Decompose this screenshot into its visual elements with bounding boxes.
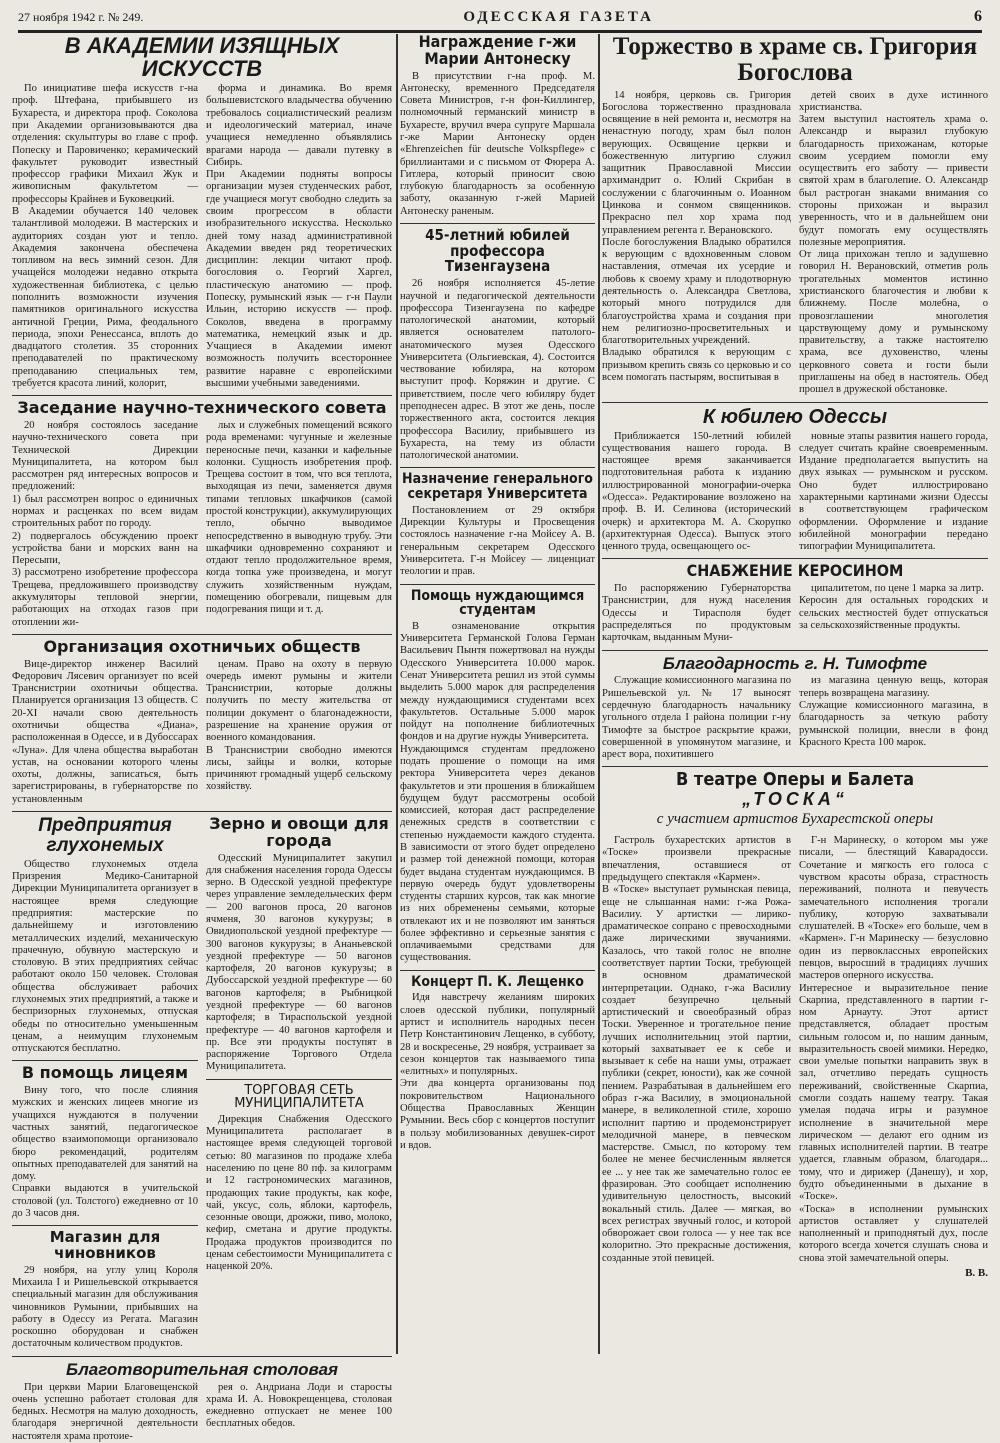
article-text: По инициативе шефа искусств г-на проф. Штефана, прибывшего из Бухареста, и директора проф. Соколова при Академии организовываются два отделения: скульптуры во главе с проф. Попеску и Паровиченко; керамический факультет руководит известный профессор графики Михаил Жук и живописным факультетом — профессоры Крайнев и Буковецкий. В Академии обучается 140 человек талантливой молодежи. В мастерских и аудиториях создан уют и тепло. Академия закончена обеспечена топливом на весь зимний сезон. Для учащейся молодежи недавно открыта художественная библиотека, с целью пополнить возможности изучения памятников оригинального искусства античной Греции, Рима, феодального периода, эпохи Ренессанса, вплоть до двадцатого столетия. 35 сторонних преподавателей по практическому преподаванию специальных тем, требуется красота линий, колорит, <box>12 83 198 389</box>
divider <box>400 467 595 468</box>
article-text: Гастроль бухарестских артистов в «Тоске» произвели прекрасные впечатления, оставшиеся от предыдущего спектакля «Кармен». В «Тоске» выступает румынская певица, еще не слышанная нами: г-жа Рожа-Василиу. У артистки — лирико-драматическое сопрано с превосходными даже лирическими звучаниями. Казалось, что такой голос не вполне соответствует партии Тоски, требующей в основном драматической интерпретации. Однако, г-жа Василиу создает безупречно цельный артистический и своеобразный образ Тоски. Уверенное и трогательное пение лучших исполнительниц этой партии, который захватывает ее к себе и вызывает к себе на наши умы, отражает публики (секрет, юности), как же сочной пением. Разрабатывая в дальнейшем его образ г-жа Василиу, в эмоциональной манере, в великолепной стиле, хорошо исполнит партию и продемонстрирует мелодичной манере, в певческом мастерстве. Смысл, по которому тем более не менее бесчисленным является ее ... у нее так же замечательно голос ее фразирован. Это сообщает исполнению удивительную целостность, высокий вокальный стиль. Далее — мягкая, во всех регистрах звучный голос, и которой обворожает свои голоса — у нее так все колоритно. Это прекрасные достижения, созданные этой певицей. <box>602 835 791 1264</box>
column-divider <box>598 34 600 1354</box>
article-subtitle: с участием артистов Бухарестской оперы <box>656 811 934 828</box>
article-text: Приближается 150-летний юбилей существования нашего города. В настоящее время заканчивается подготовительная работа к изданию иллюстрированной монографии-очерка «Одесса». Редактирование возложено на проф. В. И. Селинова (исторический очерк) и архитектора М. А. Скорупко (архитектурная Одесса). Выпуск этого ценного труда, освещающего ос- <box>602 430 791 553</box>
article-text: Вину того, что после слияния мужских и женских лицеев многие из учащихся нуждаются в получении частных занятий, педагогическое общество взаимопомощи организовало бюро рекомендаций, родителям опытных преподавателей для занятий на дому. Справки выдаются в учительской столовой (ул. Толстого) ежедневно от 10 до 3 часов дня. <box>12 1085 198 1219</box>
article-title: Магазин для чиновников <box>49 1228 161 1262</box>
article-grain <box>206 813 392 1074</box>
divider <box>400 223 595 224</box>
divider <box>12 634 392 635</box>
divider <box>400 584 595 585</box>
issue-date: 27 ноября 1942 г. № 249. <box>18 9 144 24</box>
divider <box>12 395 392 396</box>
article-title: В АКАДЕМИИ ИЗЯЩНЫХ ИСКУССТВ <box>64 34 340 82</box>
article-title: СНАБЖЕНИЕ КЕРОСИНОМ <box>686 561 904 581</box>
article-title: Заседание научно-технического совета <box>17 398 387 418</box>
column-divider <box>396 34 398 1354</box>
divider <box>12 1225 198 1226</box>
article-text: Идя навстречу желаниям широких слоев одесской публики, популярный артист и исполнитель народных песен Петр Константинович Лещенко, в субботу, 28 и воскресенье, 29 ноября, устраивает за сезон концертов так называемого типа «eлитных» и популярных. Эти два концерта организованы под покровительством Национального Общества Православных Женщин Румынии. Весь сбор с концертов поступит в пользу мобилизованных девушек-сирот и вдов. <box>400 992 595 1151</box>
article-title: Благотворительная столовая <box>65 1359 339 1379</box>
article-title: ТОРГОВАЯ СЕТЬ МУНИЦИПАЛИТЕТА <box>234 1082 364 1112</box>
article-text: Служащие комиссионного магазина по Ришельевской ул. № 17 выносят сердечную благодарность начальнику угольного отдела I района полиции г-ну Тимофте за быстрое раскрытие кражи, совершенной в упомянутом магазине, и арест вора, похитившего <box>602 675 791 761</box>
article-text: ценам. Право на охоту в первую очередь имеют румыны и жители Транснистрии, которые должны получить по месту жительства от полиции документ о благонадежности, разрешение на хранение оружия от военного командования. В Транснистрии свободно имеются лисы, зайцы и волки, которые причиняют громадный ущерб сельскому хозяйству. <box>206 658 392 793</box>
article-lyceums <box>12 1065 198 1220</box>
article-text: рея о. Андриана Лоди и старосты храма И. А. Новокрещенцева, столовая ежедневно отпускает не менее 100 бесплатных обедов. <box>206 1381 392 1430</box>
article-text: Одесский Муниципалитет закупил для снабжения населения города Одессы зерно. В Одесской уездной префектуре через управление земледельческих ферм — 200 вагонов проса, 20 вагонов ячменя, 30 вагонов кукурузы; в Овидиопольской уездной префектуре — 300 вагонов кукурузы; в Ананьевской уездной префектуре — 50 вагонов картофеля, 20 вагонов кукурузы; в Дубоссарской уездной префектуре — 60 вагонов картофеля; в Рыбницкой уездной префектуре — 60 вагонов картофеля; в Тираспольской уездной префектуре — 40 вагонов картофеля и пр. Все эти продукты поступят в распоряжение Торгового Отдела Муниципалитета. <box>206 852 392 1073</box>
article-title: Помощь нуждающимся студентам <box>410 587 585 619</box>
article-trade <box>206 1084 392 1274</box>
article-deafmute <box>12 816 198 1055</box>
article-odessa-jubilee <box>602 407 988 554</box>
article-title: Организация охотничьих обществ <box>43 636 361 656</box>
article-text: 29 ноября, на углу улиц Короля Михаила I и Ришельевской открывается специальный магазин для обслуживания чиновников Румынии, прибывших на работу в Одессу из Регата. Магазин роскошно оборудован и снабжен достаточным количеством продуктов. <box>12 1264 198 1350</box>
divider <box>602 650 988 651</box>
column-left <box>12 34 392 1443</box>
article-title: Благодарность г. Н. Тимофте <box>662 653 928 673</box>
masthead <box>18 4 982 33</box>
article-academy <box>12 34 392 390</box>
article-text: детей своих в духе истинного христианства. Затем выступил настоятель храма о. Александр и выразил глубокую благодарность прихожанам, которые своим усердием помогли ему осуществить его заботу — привести святой храм в благолепие. О. Александр был растроган знаками внимания со стороны прихожан и выразил уверенность, что и в дальнейшем они будут помогать ему осуществлять полезные мероприятия. От лица прихожан тепло и задушевно говорил Н. Верановский, отметив роль трогательных моментов истинно христианского благочестия и любви к ближнему. После молебна, о провозглашении многолетия царствующему дому и румынскому правительству, а также настоятелю храма, все духовенство, члены церковного совета и гости были приглашены на обед в настоятель. Обед прошел в дружеской обстановке. <box>799 89 988 396</box>
article-title: Концерт П. К. Лещенко <box>411 973 584 990</box>
article-text: При церкви Марии Благовещенской очень успешно работает столовая для бедных. Несмотря на малую доходность, благодаря энергичной деятельности настоятеля храма протоие- <box>12 1381 198 1442</box>
article-students <box>400 589 595 965</box>
article-title: К юбилею Одессы <box>702 405 888 428</box>
article-secretary <box>400 472 595 578</box>
article-text: форма и динамика. Во время большевистского владычества обучению требовалось социалистический реализм и идеологический материал, иначе учащиеся немедленно объявлялись врагами народа — давали путевку в Сибирь. При Академии подняты вопросы организации музея студенческих работ, где учащиеся могут свободно следить за своим прогрессом в области изобразительного искусства. Несколько дней тому назад административной Академии введен ряд теоретических дисциплин: лекции читают проф. богословия о. Георгий Харгел, пластическую анатомию — проф. Попеску, румынский язык — г-н Паули Ильин, историю искусств — проф. Соколов, введена в программу математика, немецкий язык и др. Учащиеся в Академии имеют возможность получить всестороннее развитие наравне с европейскими высшими учебными заведениями. <box>206 83 392 389</box>
divider <box>12 1060 198 1061</box>
article-text: Постановлением от 29 октября Дирекции Культуры и Просвещения состоялось назначение г-на Мойсеу А. В. генеральным секретарем Одесского Университета. Г-н Мойсеу — лиценциат теологии и прав. <box>400 504 595 578</box>
article-title: Торжество в храме св. Григория Богослова <box>612 34 978 87</box>
article-text: ципалитетом, по цене 1 марка за литр. Керосин для остальных городских и сельских местностей будет отпускаться за сельскохозяйственные продукты. <box>799 583 988 631</box>
article-title: Назначение генерального секретаря Университета <box>402 471 593 503</box>
article-thanks <box>602 655 988 762</box>
article-text: Общество глухонемых отдела Призрения Медико-Санитарной Дирекции Муниципалитета организует в настоящее время следующие предприятия: мастерские по дальнейшему и изготовлению металлических изделий, механическую прачечную, обувную мастерскую и столовую. В этих предприятиях сейчас работают около 150 человек. Столовая общества обслуживает рабочих глухонемых этих предприятий, а также и беспризорных глухонемых, отпуская обеды по относительно уменьшенным ценам, а неимущим глухонемым отпускаются бесплатно. <box>12 858 198 1055</box>
page-number: 6 <box>973 8 982 25</box>
newspaper-title: ОДЕССКАЯ ГАЗЕТА <box>463 8 654 25</box>
article-text: В присутствии г-на проф. М. Антонеску, временного Председателя Совета Министров, г-н фон-Киллингер, полномочный германский министр в Бухаресте, вручил вчера супруге Маршала г-же Марии Антонеску орден «Ehrenzeichen für deutsche Volkspflege» с бриллиантами и с письмом от Фюрера А. Гитлера, который приносит свою глубокую благодарность за особенную заботу, оказанную г-жей Марией Антонеску раненым. <box>400 70 595 217</box>
divider <box>602 402 988 403</box>
divider <box>602 558 988 559</box>
article-text: 20 ноября состоялось заседание научно-технического совета при Технической Дирекции Муниципалитета, на котором был рассмотрен ряд интересных вопросов и предложений: 1) был рассмотрен вопрос о единичных нормах и расценках по всем видам строительных работ по городу. 2) подвергалось обсуждению проект устройства бани и морских ванн на Пересыпи, 3) рассмотрено изобретение профессора Трещева, предложившего производству аккумуляторы тепловой энергии, работающих на отходах газов при отоплении жи- <box>12 420 198 628</box>
divider <box>602 766 988 767</box>
article-title: Зерно и овощи для города <box>209 813 389 850</box>
show-title: „ТОСКА“ <box>742 789 848 810</box>
article-text: По распоряжению Губернаторства Транснистрии, для нужд населения Одессы и Тирасполя будет распределяться по продуктовым карточкам, выданным Муни- <box>602 583 791 644</box>
article-text: новные этапы развития нашего города, следует считать крайне своевременным. Издание предполагается выпустить на двух языках — румынском и русском. Оно будет иллюстрировано характерными картинами жизни Одессы в соответствующем графическом оформлении. Оформление и издание юбилейной монографии передано типографии Муниципалитета. <box>799 430 988 553</box>
article-award <box>400 34 595 218</box>
article-text: из магазина ценную вещь, которая теперь возвращена магазину. Служащие комиссионного магазина, в благодарность за четкую работу румынской полиции, внесли в фонд Красного Креста 100 марок. <box>799 675 988 748</box>
article-opera <box>602 771 988 1279</box>
article-title: Награждение г-жи Марии Антонеску <box>418 34 577 68</box>
article-text: Вице-директор инженер Василий Федорович Лясевич организует по всей Транснистрии охотничьи общества. Планируется организация 13 обществ. С 20-XI начали свою деятельность охотничьи общества «Диана», расположенная в Одессе, и в Дубоссарах «Луна». Для члена общества выработан устав, на основании которого члены охоты, должны, записаться, быть зарегистрированы, в губернаторстве по установленным <box>12 658 198 805</box>
article-text: лых и служебных помещений всякого рода временами: чугунные и железные переносные печи, казанки и кафельные колонки. Сущность изобретения проф. Трещева состоит в том, что вся теплота, выходящая из печи, заменяется двумя типами тепловых шкафчиков (самой простой конструкции), аккумулирующих тепло, обычно выводимое непосредственно в выводную трубу. Эти шкафчики одновременно сохраняют и отдают тепло продолжительное время, когда топка уже произведена, и могут служить хозяйственным нуждам, помещению обогревали, пищевым для подогревания пищи и т. д. <box>206 420 392 616</box>
article-officials-store <box>12 1230 198 1350</box>
divider <box>12 811 392 812</box>
article-hunting <box>12 636 392 806</box>
column-middle <box>400 34 595 1152</box>
divider <box>400 970 595 971</box>
article-council <box>12 400 392 629</box>
article-text: В ознаменование открытия Университета Германской Голова Герман Васильевич Пынтя пожертвовал на нужды Одесского Университета 10.000 марок. Сенат Университета решил из этой суммы выделить 5.000 марок для распределения между нуждающимися студентами всех факультетов. Остальные 5.000 марок пойдут на пополнение библиотечных фондов и на другие нужды Университета. Нуждающимся студентам предложено подать прошение о помощи на имя ректора Университета через деканов факультетов и эти прошения в ближайшем будущем будут рассмотрены особой комиссией, которая даст распределение денежных средств в соответствии с степенью нуждаемости каждого студента. В зависимости от этого будет определено и размер той денежной помощи, которая будет выдана студентам нуждающимся. В первую очередь будут удовлетворены студенты старших курсов, так как многие из них обременены семьями, которые отвлекают их и не позволяют им заняться более эффективно и серьезные занятия с оплачиваемыми средствами для существования. <box>400 620 595 964</box>
article-leshchenko <box>400 975 595 1152</box>
article-text: Г-н Маринеску, о котором мы уже писали, — блестящий Каварадосси. Сочетание и мягкость его голоса с чувством красоты образа, страстность переживаний, полнота и певучесть замечательного исполнения трогали публику, которую захватывали слушателей. В «Тоске» его больше, чем в «Кармен». Г-н Маринеску — безусловно один из первоклассных европейских певцов, выросший в традициях лучших мастеров оперного искусства. Интересное и выразительное пение Скарпиа, представленного в партии г-ном Арнауту. Этот артист представляется, обладает простым сильным голосом и, по нашим данным, выразительность своей мимики. Нередко, свои умелые попытки направить звук в зал, отчетливо передать сущность переживаний, свойственные Скарпиа, смогли создать нашему театру. Такая умелая подача игры и разумное исполнение в значительной мере лирическом — делают его одним из главных исполнителей партии. В театре удается, главным образом, благодаря... тому, что и дирижер (Данешу), и хор, будто объединенными в дыхание в «Тоске». «Тоска» в исполнении румынских артистов оставляет у слушателей наполненный и приподнятый дух, после которого всегда хочется слушать снова и снова этой замечательной оперы. <box>799 835 988 1264</box>
article-title: 45-летний юбилей профессора Тизенгаузена <box>425 225 570 276</box>
article-jubilee <box>400 225 595 462</box>
article-kerosene <box>602 563 988 644</box>
divider <box>12 1356 392 1357</box>
article-text: Дирекция Снабжения Одесского Муниципалитета располагает в настоящее время следующей торговой сетью: 80 магазинов по продаже хлеба населению по цене 80 пф. за килограмм и 12 гастрономических магазинов, продающих такие продукты, как кофе, чай, уксус, соль, яблоки, картофель, сезонные овощи, дрожжи, пиво, молоко, кефир, сметана и другие продукты. Продажа продуктов производится по ценам себестоимости Муниципалитета с наценкой 20%. <box>206 1113 392 1273</box>
article-title: В помощь лицеям <box>21 1063 189 1083</box>
author-signature: В. В. <box>965 1266 988 1279</box>
column-right <box>602 34 988 1279</box>
article-charity <box>12 1361 392 1443</box>
article-title: В театре Оперы и Балета <box>675 769 915 791</box>
divider <box>206 1079 392 1080</box>
article-temple <box>602 34 988 397</box>
article-text: 14 ноября, церковь св. Григория Богослова торжественно праздновала освящение в ней ремонта и, несмотря на ненастную погоду, храм был полон верующих. Освящение церкви и божественную литургию служил защитник Православной Миссии архимандрит о. Юлий Скрибан в сослужении с благочинным о. Иоанном Цинкова и сонмом священников. Прекрасно пел хор храма под управлением регента г. Верановского. После богослужения Владыко обратился к верующим с вдохновенным словом наставления, отмечая их усердие и любовь к своему храму и плодотворную деятельность о. Александра Светлова, который много потрудился для благоустройства храма и создания при нем религиозно-просветительных и благотворительных учреждений. Владыко обратился к верующим с призывом крепить связь со церковью и со всем помогать пастырям, воспитывая в <box>602 89 791 383</box>
article-text: 26 ноября исполняется 45-летие научной и педагогической деятельности профессора Тизенгаузена по кафедре патологической анатомии, который является основателем патолого-анатомического музея Одесского Университета (Ольгиевская, 4). Состоится чествование юбиляра, на котором выступит проф. Коряжин и другие. С приветствием, после чего юбиляру будет преподнесен адрес. В этот же день, после торжественного акта, состоится лекция профессора Василиу, прибывшего из Бухареста, на тему из области патологической анатомии. <box>400 278 595 462</box>
article-title: Предприятия глухонемых <box>38 814 172 856</box>
